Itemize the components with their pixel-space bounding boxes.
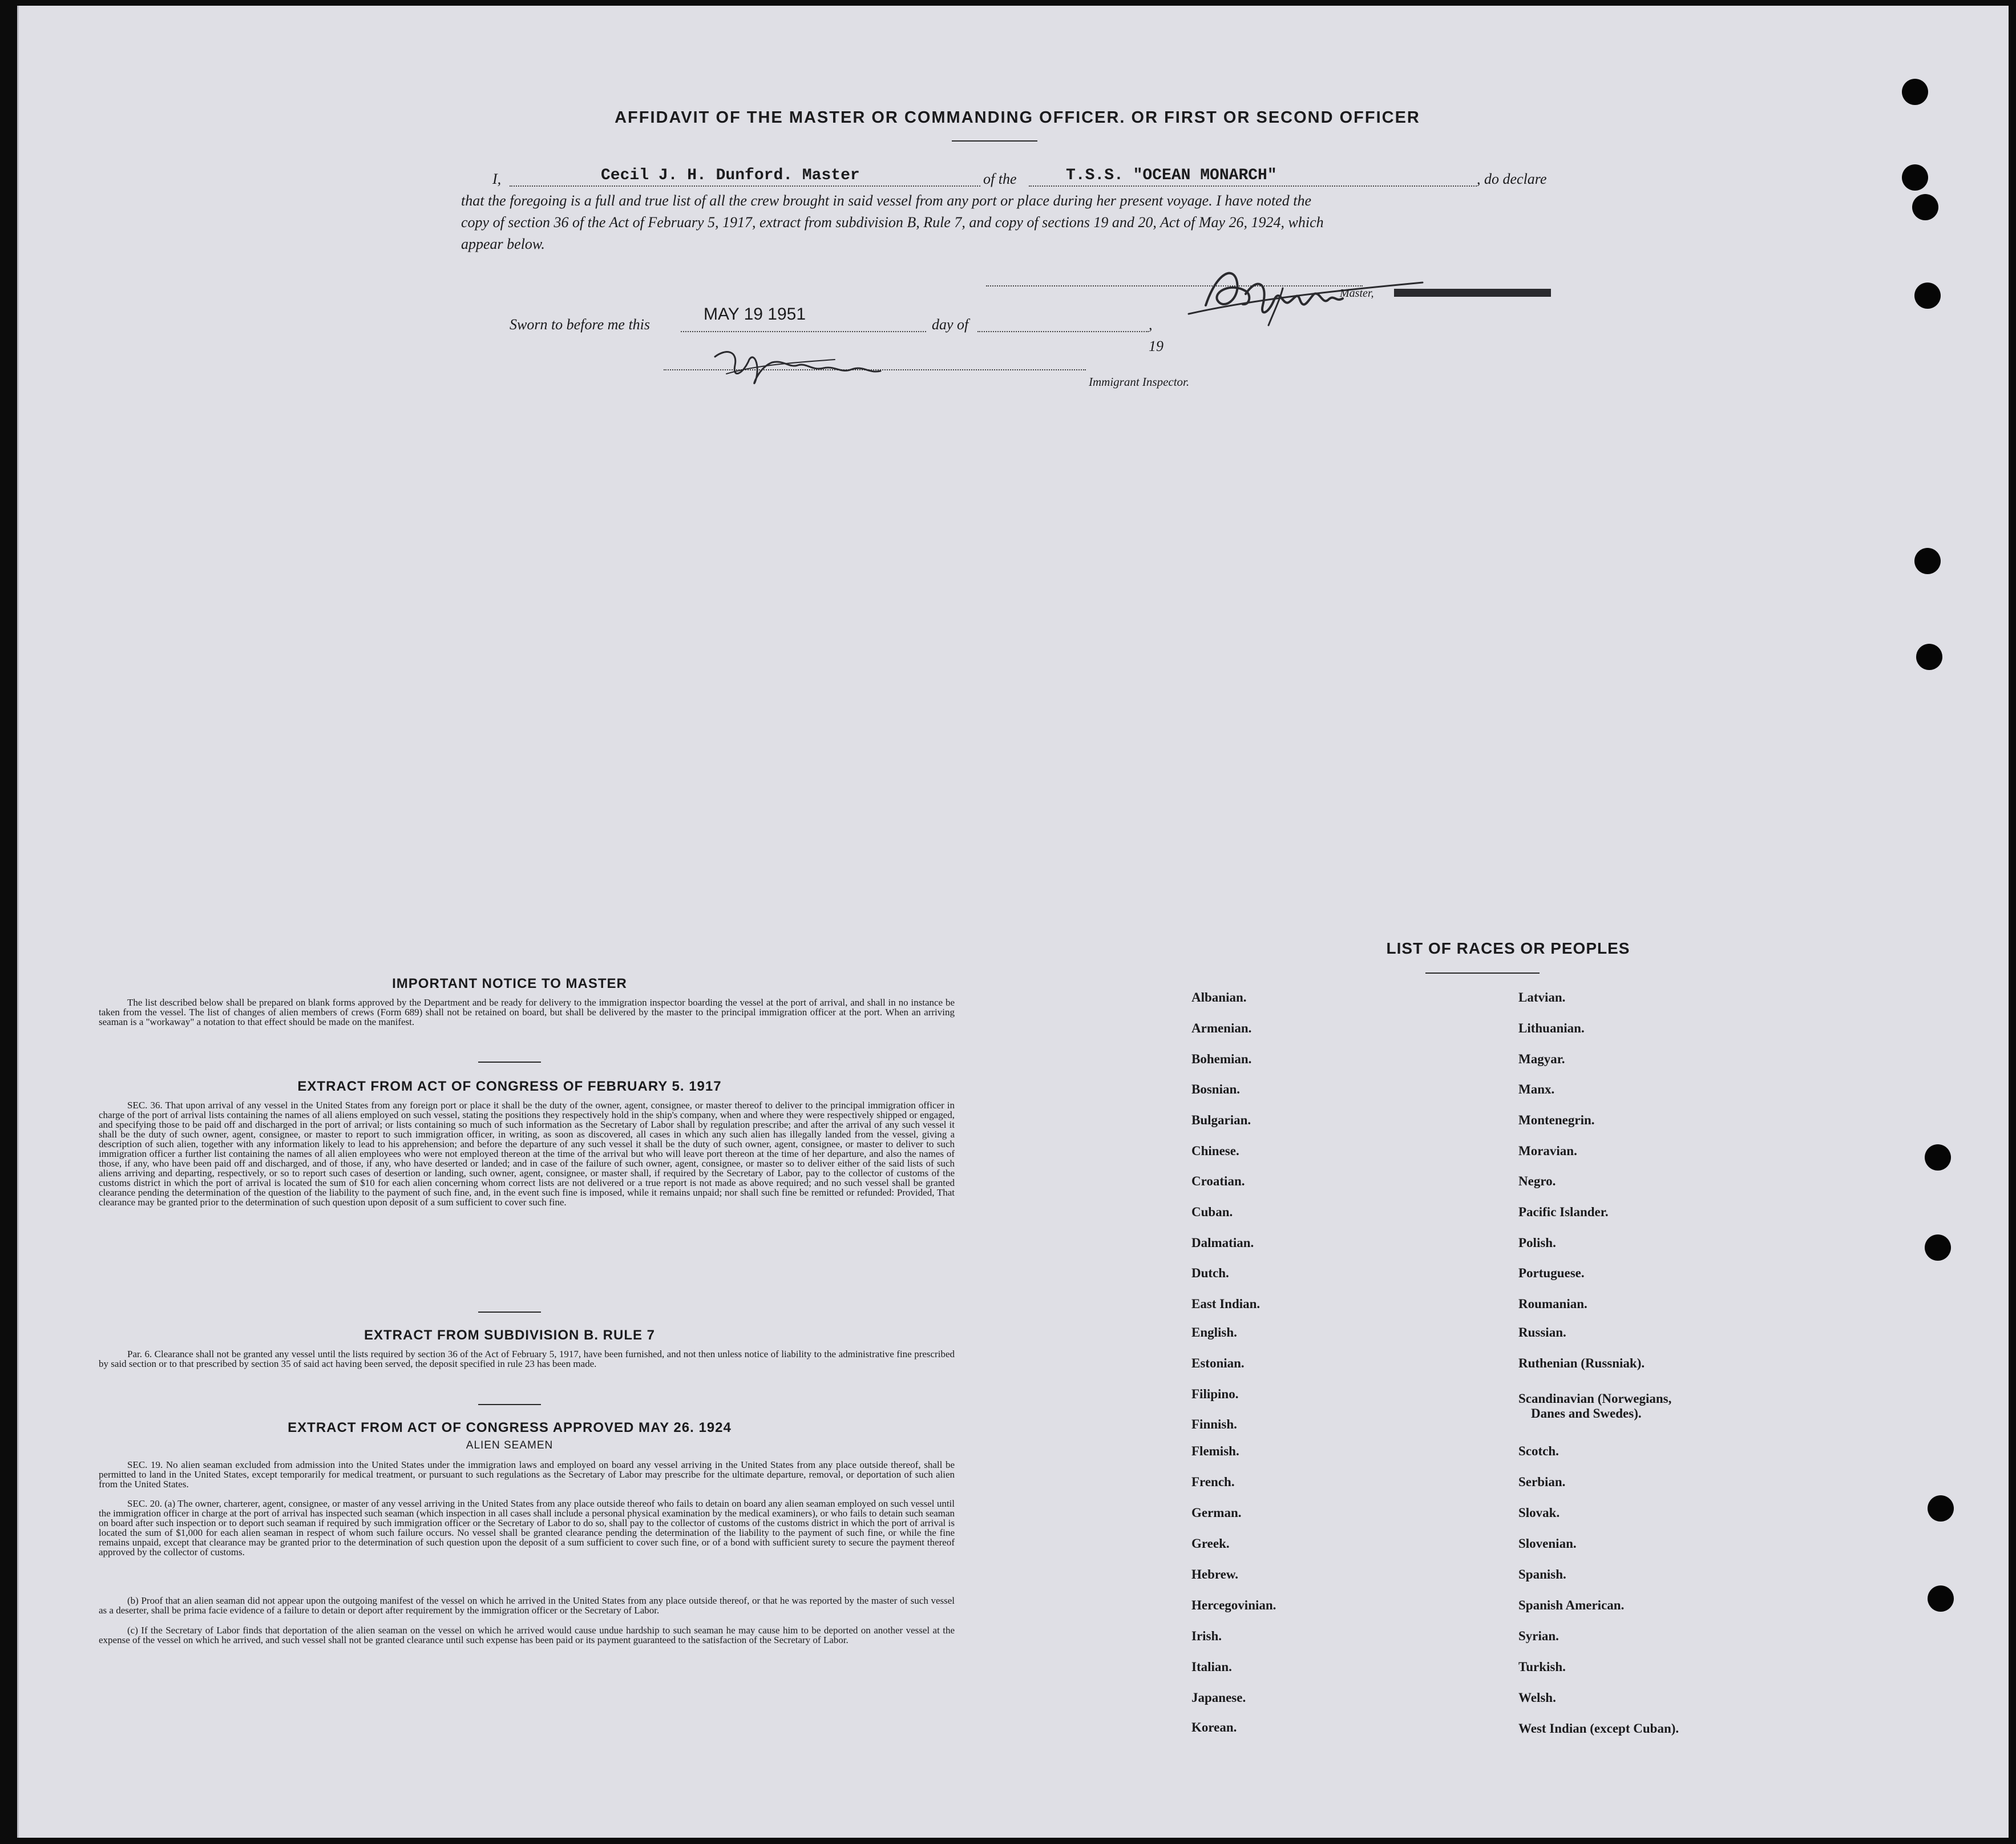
race-left-17: French. xyxy=(1191,1475,1235,1489)
extract-1917-text: SEC. 36. That upon arrival of any vessel in the United States from any foreign port or place it shall be the duty of the owner, agent, consignee, or master thereof to deliver to the principal immigration officer in charge of the port of arrival lists containing the names of all aliens employed on such vessel, stating the positions they respectively hold in the ship's company, when and where they were respectively shipped or engaged, and specifying those to be paid off and discharged in the port of arrival; or lists containing so much of such information as the Secretary of Labor shall by regulation prescribe; and after the arrival of any such vessel it shall be the duty of such owner, agent, consignee, or master to report to such immigration officer, in writing, as soon as discovered, all cases in which any such alien has illegally landed from the vessel, giving a description of such alien, together with any information likely to lead to his apprehension; and before the departure of any such vessel it shall be the duty of such owner, agent, consignee, or master to deliver to such immigration officer a further list containing the names of all alien employees who were not employed thereon at the time of the arrival but who will leave port thereon at the time of her departure, and also the names of those, if any, who have been paid off and discharged, and of those, if any, who have deserted or landed; and in case of the failure of such owner, agent, consignee, or master so to deliver either of the said lists of such aliens arriving and departing, respectively, or so to report such cases of desertion or landing, such owner, agent, consignee, or master shall, if required by the Secretary of Labor, pay to the collector of customs of the customs district in which the port of arrival is located the sum of $10 for each alien concerning whom correct lists are not delivered or a true report is not made as above required; and no such vessel shall be granted clearance pending the determination of the question of the liability to the payment of such fine, and, in the event such fine is imposed, while it remains unpaid; nor shall such fine be remitted or refunded: Provided, That clearance may be granted prior to the determination of such question upon deposit of a sum sufficient to cover such fine. xyxy=(99,1100,955,1208)
race-right-10: Portuguese. xyxy=(1518,1266,1585,1280)
race-right-22: Turkish. xyxy=(1518,1660,1566,1674)
race-left-2: Armenian. xyxy=(1191,1021,1252,1035)
race-right-2: Lithuanian. xyxy=(1518,1021,1585,1035)
races-list-title: LIST OF RACES OR PEOPLES xyxy=(1386,939,1630,957)
extract-rule7-text: Par. 6. Clearance shall not be granted any vessel until the lists required by section 36 of the Act of February 5, 1917, have been furnished, and not then unless notice of liability to the administrative fine prescribed by said section or to that prescribed by section 35 of said act having been served, the deposit specified in rule 23 has been made. xyxy=(99,1349,955,1369)
master-label: Master, xyxy=(1340,287,1374,300)
race-left-1: Albanian. xyxy=(1191,990,1247,1004)
punch-hole xyxy=(1928,1495,1954,1522)
race-left-24: Japanese. xyxy=(1191,1690,1246,1705)
race-right-5: Montenegrin. xyxy=(1518,1113,1595,1127)
extract-1924-sec19: SEC. 19. No alien seaman excluded from admission into the United States under the immigration laws and employed on board any vessel arriving in the United States from any place outside thereof, shall be permitted to land in the United States, except temporarily for medical treatment, or pursuant to such regulations as the Secretary of Labor may prescribe for the ultimate departure, removal, or deportation of such alien from the United States. xyxy=(99,1459,955,1490)
inspector-signature xyxy=(704,334,892,397)
race-right-20: Spanish American. xyxy=(1518,1598,1625,1612)
race-right-23: Welsh. xyxy=(1518,1690,1556,1705)
race-right-16: Serbian. xyxy=(1518,1475,1566,1489)
notice-title: IMPORTANT NOTICE TO MASTER xyxy=(392,976,627,991)
race-left-19: Greek. xyxy=(1191,1536,1230,1551)
affidavit-line-3: copy of section 36 of the Act of February 5, 1917, extract from subdivision B, Rule 7, and copy of sections 19 and 20, Act of May 26, 1924, which xyxy=(461,214,1324,231)
master-name-field: Cecil J. H. Dunford. Master xyxy=(601,167,860,184)
affidavit-line-1 xyxy=(492,168,1548,191)
race-right-14b: Danes and Swedes). xyxy=(1531,1406,1642,1421)
sworn-day-of: day of xyxy=(932,316,969,333)
race-right-3: Magyar. xyxy=(1518,1052,1565,1066)
race-left-12: English. xyxy=(1191,1325,1237,1339)
punch-hole xyxy=(1916,644,1942,670)
punch-hole xyxy=(1925,1234,1951,1261)
race-right-24: West Indian (except Cuban). xyxy=(1518,1721,1679,1736)
extract-1924-title: EXTRACT FROM ACT OF CONGRESS APPROVED MAY 26. 1924 xyxy=(288,1420,732,1435)
page-title: AFFIDAVIT OF THE MASTER OR COMMANDING OFFICER. OR FIRST OR SECOND OFFICER xyxy=(615,108,1420,127)
extract-1917-rule xyxy=(478,1312,541,1313)
race-left-18: German. xyxy=(1191,1506,1242,1520)
race-left-8: Cuban. xyxy=(1191,1205,1233,1219)
race-left-13: Estonian. xyxy=(1191,1356,1245,1370)
sworn-date-stamp: MAY 19 1951 xyxy=(704,305,806,324)
race-left-7: Croatian. xyxy=(1191,1174,1245,1188)
affidavit-line-2: that the foregoing is a full and true list of all the crew brought in said vessel from any port or place during her present voyage. I have noted the xyxy=(461,192,1311,209)
race-right-1: Latvian. xyxy=(1518,990,1566,1004)
sworn-date-dotted-line xyxy=(681,331,926,332)
race-right-15: Scotch. xyxy=(1518,1444,1559,1458)
race-left-11: East Indian. xyxy=(1191,1297,1260,1311)
race-left-22: Irish. xyxy=(1191,1629,1222,1643)
extract-1917-title: EXTRACT FROM ACT OF CONGRESS OF FEBRUARY 5. 1917 xyxy=(297,1079,722,1094)
punch-hole xyxy=(1914,283,1941,309)
race-left-6: Chinese. xyxy=(1191,1144,1239,1158)
race-left-20: Hebrew. xyxy=(1191,1567,1238,1581)
document-page xyxy=(17,6,2009,1838)
race-left-4: Bosnian. xyxy=(1191,1082,1241,1096)
extract-rule7-rule xyxy=(478,1404,541,1405)
notice-rule xyxy=(478,1062,541,1063)
punch-hole xyxy=(1902,164,1928,191)
struck-out-title xyxy=(1394,289,1551,297)
vessel-name-field: T.S.S. "OCEAN MONARCH" xyxy=(1066,167,1277,184)
punch-hole xyxy=(1925,1144,1951,1171)
race-right-19: Spanish. xyxy=(1518,1567,1566,1581)
master-signature xyxy=(1183,260,1445,334)
race-right-9: Polish. xyxy=(1518,1236,1556,1250)
extract-1924-sec20a: SEC. 20. (a) The owner, charterer, agent, consignee, or master of any vessel arriving in the United States from any place outside thereof who fails to detain on board any alien seaman employed on such vessel until the immigration officer in charge at the port of arrival has inspected such seaman (which inspection in all cases shall include a personal physical examination by the medical examiners), or who fails to detain such seaman on board after such inspection or to deport such seaman if required by such immigration officer or the Secretary of Labor to do so, shall pay to the collector of customs of the customs district in which the port of arrival is located the sum of $1,000 for each alien seaman in respect of whom such failure occurs. No vessel shall be granted clearance pending the determination of the liability to the payment of such fine, or while the fine remains unpaid, except that clearance may be granted prior to the determination of such question upon the deposit of a sum sufficient to cover such fine, or of a bond with sufficient surety to secure the payment thereof approved by the collector of customs. xyxy=(99,1498,955,1557)
affidavit-of-the: of the xyxy=(983,171,1017,187)
race-left-5: Bulgarian. xyxy=(1191,1113,1251,1127)
title-rule xyxy=(952,140,1037,142)
race-left-15: Finnish. xyxy=(1191,1417,1237,1431)
race-right-13: Ruthenian (Russniak). xyxy=(1518,1356,1645,1370)
notice-text: The list described below shall be prepared on blank forms approved by the Department and be ready for delivery to the immigration inspector boarding the vessel at the port of arrival, and shall in no instance be taken from the vessel. The list of changes of alien members of crews (Form 689) shall not be retained on board, but shall be delivered by the master to the principal immigration officer at the port. When an arriving seaman is a "workaway" a notation to that effect should be made on the manifest. xyxy=(99,997,955,1027)
race-right-11: Roumanian. xyxy=(1518,1297,1587,1311)
race-right-7: Negro. xyxy=(1518,1174,1556,1188)
race-right-6: Moravian. xyxy=(1518,1144,1577,1158)
inspector-label: Immigrant Inspector. xyxy=(1089,375,1190,389)
sworn-year-prefix: , 19 xyxy=(1149,316,1163,354)
race-left-21: Hercegovinian. xyxy=(1191,1598,1276,1612)
races-title-rule xyxy=(1425,973,1540,974)
race-left-3: Bohemian. xyxy=(1191,1052,1252,1066)
race-right-17: Slovak. xyxy=(1518,1506,1560,1520)
extract-1924-subtitle: ALIEN SEAMEN xyxy=(466,1439,554,1451)
punch-hole xyxy=(1902,79,1928,105)
punch-hole xyxy=(1928,1585,1954,1612)
sworn-month-dotted-line xyxy=(977,331,1149,332)
sworn-line xyxy=(510,305,1166,354)
affidavit-line-4: appear below. xyxy=(461,236,545,252)
punch-hole xyxy=(1912,194,1938,220)
race-left-16: Flemish. xyxy=(1191,1444,1239,1458)
race-right-12: Russian. xyxy=(1518,1325,1566,1339)
sworn-prefix: Sworn to before me this xyxy=(510,316,651,333)
extract-1924-sec20b: (b) Proof that an alien seaman did not appear upon the outgoing manifest of the vessel on which he arrived in the United States from any place outside thereof, or that he was reported by the master of such vessel as a deserter, shall be prima facie evidence of a failure to detain or deport after requirement by the immigration officer or the Secretary of Labor. xyxy=(99,1595,955,1616)
affidavit-pronoun: I, xyxy=(492,171,502,187)
race-left-14: Filipino. xyxy=(1191,1387,1239,1401)
punch-hole xyxy=(1914,548,1941,574)
race-left-10: Dutch. xyxy=(1191,1266,1229,1280)
race-left-25: Korean. xyxy=(1191,1720,1237,1734)
extract-1924-sec20c: (c) If the Secretary of Labor finds that deportation of the alien seaman on the vessel on which he arrived would cause undue hardship to such seaman he may cause him to be deported on another vessel at the expense of the vessel on which he arrived, and such vessel shall not be granted clearance until such expense has been paid or its payment guaranteed to the satisfaction of the Secretary of Labor. xyxy=(99,1625,955,1645)
race-right-8: Pacific Islander. xyxy=(1518,1205,1609,1219)
race-right-4: Manx. xyxy=(1518,1082,1555,1096)
affidavit-do-declare: , do declare xyxy=(1477,171,1547,187)
extract-rule7-title: EXTRACT FROM SUBDIVISION B. RULE 7 xyxy=(363,1327,656,1343)
race-right-21: Syrian. xyxy=(1518,1629,1559,1643)
race-left-23: Italian. xyxy=(1191,1660,1232,1674)
race-right-14: Scandinavian (Norwegians, xyxy=(1518,1391,1672,1406)
race-right-18: Slovenian. xyxy=(1518,1536,1577,1551)
race-left-9: Dalmatian. xyxy=(1191,1236,1254,1250)
